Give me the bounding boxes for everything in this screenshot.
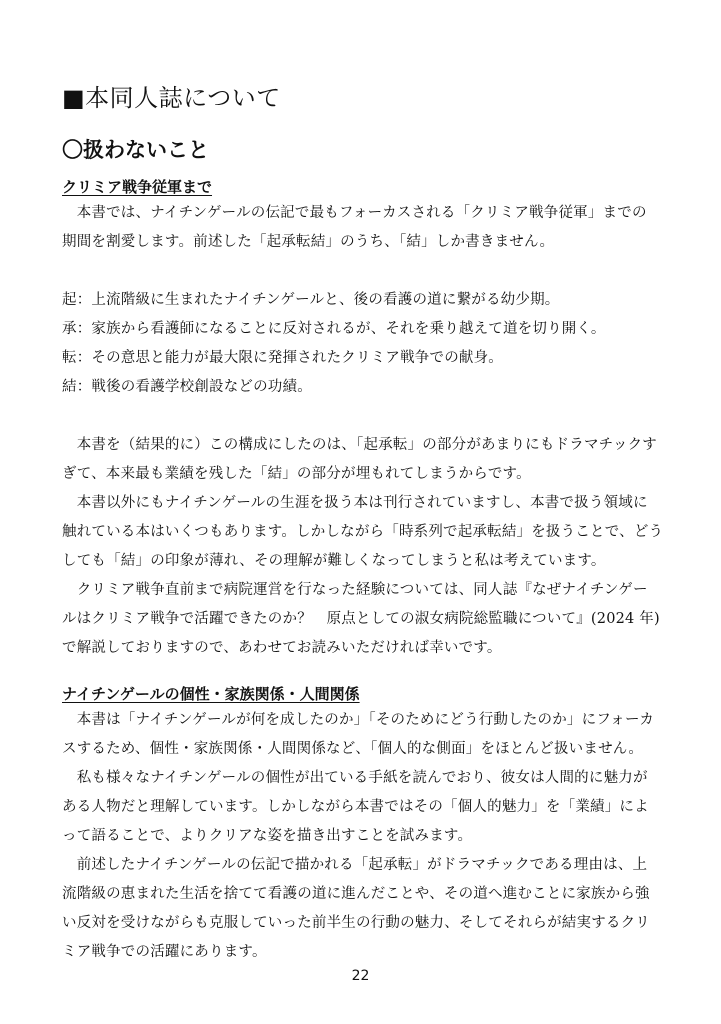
body-line: で解説しておりますので、あわせてお読みいただければ幸いです。 (62, 640, 502, 656)
body-line: 流階級の恵まれた生活を捨てて看護の道に進んだことや、その道へ進むことに家族から強 (62, 886, 650, 902)
body-line: 本書では、ナイチンゲールの伝記で最もフォーカスされる「クリミア戦争従軍」までの (62, 205, 647, 221)
body-line: 触れている本はいくつもあります。しかしながら「時系列で起承転結」を扱うことで、どう (62, 524, 664, 540)
body-line: 転：その意思と能力が最大限に発揮されたクリミア戦争での献身。 (62, 350, 503, 366)
body-line: 前述したナイチンゲールの伝記で描かれる「起承転」がドラマチックである理由は、上 (62, 857, 648, 873)
body-line: ぎて、本来最も業績を残した「結」の部分が埋もれてしまうからです。 (62, 466, 531, 482)
body-line: スするため、個性・家族関係・人間関係など、「個人的な側面」をほとんど扱いません。 (62, 741, 644, 757)
body-line: しても「結」の印象が薄れ、その理解が難しくなってしまうと私は考えています。 (62, 553, 606, 569)
body-line: い反対を受けながらも克服していった前半生の行動の魅力、そしてそれらが結実するクリ (62, 915, 650, 931)
body-line: 期間を割愛します。前述した「起承転結」のうち、「結」しか書きません。 (62, 234, 555, 250)
topic-heading: クリミア戦争従軍まで (62, 178, 213, 196)
body-line: 私も様々なナイチンゲールの個性が出ている手紙を読んでおり、彼女は人間的に魅力が (62, 770, 648, 786)
body-line: ある人物だと理解しています。しかしながら本書ではその「個人的魅力」を「業績」によ (62, 799, 649, 815)
topic-heading: ナイチンゲールの個性・家族関係・人間関係 (62, 685, 360, 703)
body-line: 本書を（結果的に）この構成にしたのは、「起承転」の部分があまりにもドラマチックす (62, 437, 658, 453)
section-heading: ■本同人誌について (62, 84, 281, 112)
body-line: 本書以外にもナイチンゲールの生涯を扱う本は刊行されていますし、本書で扱う領域に (62, 495, 648, 511)
body-line: 本書は「ナイチンゲールが何を成したのか」「そのためにどう行動したのか」にフォーカ (62, 712, 655, 728)
body-line: って語ることで、よりクリアな姿を描き出すことを試みます。 (62, 828, 473, 844)
body-line: 結：戦後の看護学校創設などの功績。 (62, 379, 312, 395)
body-line: 起：上流階級に生まれたナイチンゲールと、後の看護の道に繋がる幼少期。 (62, 292, 560, 308)
body-line: 承：家族から看護師になることに反対されるが、それを乗り越えて道を切り開く。 (62, 321, 606, 337)
body-line: ミア戦争での活躍にあります。 (62, 944, 267, 960)
page-number: 22 (351, 968, 370, 984)
body-line: ルはクリミア戦争で活躍できたのか？ 原点としての淑女病院総監職について』(2024 年) (62, 611, 660, 627)
subsection-heading: 〇扱わないこと (62, 138, 209, 162)
body-line: クリミア戦争直前まで病院運営を行なった経験については、同人誌『なぜナイチンゲー (62, 582, 648, 598)
